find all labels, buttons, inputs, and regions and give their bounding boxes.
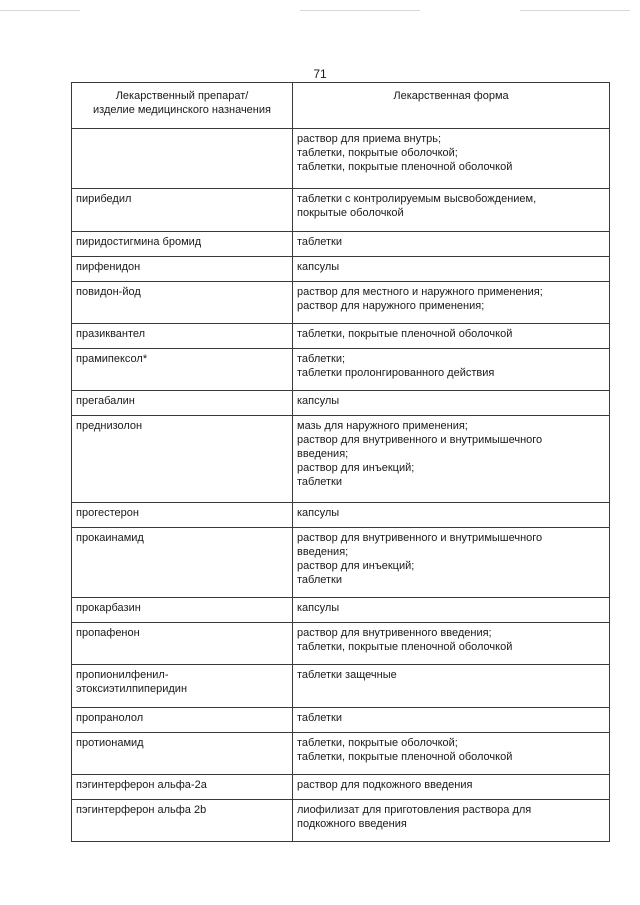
page-number: 71	[313, 67, 327, 81]
table-row	[72, 708, 610, 733]
table-row	[72, 282, 610, 324]
drug-name-line: празиквантел	[76, 328, 146, 340]
dosage-form-line: раствор для внутривенного и внутримышечного	[297, 434, 543, 446]
table-row	[72, 503, 610, 528]
dosage-form-line: раствор для инъекций;	[297, 560, 415, 572]
drug-name-line: прамипексол*	[76, 353, 148, 365]
dosage-form-line: раствор для внутривенного и внутримышечного	[297, 532, 543, 544]
table-row	[72, 598, 610, 623]
dosage-form-line: таблетки	[297, 476, 343, 488]
dosage-form-cell	[293, 282, 610, 324]
dosage-form-line: капсулы	[297, 261, 340, 273]
dosage-form-cell	[293, 189, 610, 232]
table-row	[72, 349, 610, 391]
dosage-form-line: раствор для внутривенного введения;	[297, 627, 492, 639]
table-row	[72, 391, 610, 416]
drug-name-cell	[72, 391, 293, 416]
drug-name-cell	[72, 623, 293, 665]
drug-name-line: пэгинтерферон альфа 2b	[76, 804, 207, 816]
dosage-form-line: таблетки, покрытые пленочной оболочкой	[297, 161, 513, 173]
table-row	[72, 129, 610, 189]
dosage-form-line: таблетки с контролируемым высвобождением,	[297, 193, 537, 205]
scan-top-edge	[0, 10, 640, 16]
dosage-form-line: таблетки, покрытые пленочной оболочкой	[297, 751, 513, 763]
dosage-form-cell	[293, 129, 610, 189]
drug-name-cell	[72, 349, 293, 391]
drug-forms-table	[71, 82, 610, 842]
dosage-form-line: таблетки пролонгированного действия	[297, 367, 495, 379]
drug-name-line: пропафенон	[76, 627, 140, 639]
drug-name-line: этоксиэтилпиперидин	[76, 683, 188, 695]
drug-name-line: прокаинамид	[76, 532, 144, 544]
dosage-form-cell	[293, 623, 610, 665]
drug-name-cell	[72, 708, 293, 733]
drug-name-line: повидон-йод	[76, 286, 141, 298]
table-row	[72, 733, 610, 775]
dosage-form-cell	[293, 598, 610, 623]
drug-name-line: прегабалин	[76, 395, 135, 407]
header-drug: Лекарственный препарат/ изделие медицинского назначения	[72, 83, 293, 129]
dosage-form-line: капсулы	[297, 507, 340, 519]
drug-name-cell	[72, 282, 293, 324]
drug-name-cell	[72, 528, 293, 598]
drug-name-line: пэгинтерферон альфа-2а	[76, 779, 207, 791]
dosage-form-line: раствор для подкожного введения	[297, 779, 473, 791]
drug-name-cell	[72, 257, 293, 282]
dosage-form-line: раствор для приема внутрь;	[297, 133, 442, 145]
table-row	[72, 189, 610, 232]
header-form: Лекарственная форма	[293, 83, 610, 129]
dosage-form-line: таблетки	[297, 712, 343, 724]
table-row	[72, 324, 610, 349]
dosage-form-cell	[293, 416, 610, 503]
drug-name-line: пирфенидон	[76, 261, 141, 273]
table-row	[72, 665, 610, 708]
drug-name-cell	[72, 665, 293, 708]
drug-name-line: пропранолол	[76, 712, 144, 724]
dosage-form-line: капсулы	[297, 602, 340, 614]
dosage-form-cell	[293, 665, 610, 708]
dosage-form-line: введения;	[297, 546, 349, 558]
dosage-form-line: таблетки, покрытые оболочкой;	[297, 147, 458, 159]
dosage-form-line: таблетки	[297, 236, 343, 248]
dosage-form-line: раствор для инъекций;	[297, 462, 415, 474]
dosage-form-cell	[293, 708, 610, 733]
drug-name-line: протионамид	[76, 737, 144, 749]
table-row	[72, 775, 610, 800]
dosage-form-cell	[293, 324, 610, 349]
dosage-form-line: таблетки, покрытые оболочкой;	[297, 737, 458, 749]
drug-name-cell	[72, 189, 293, 232]
drug-name-cell	[72, 800, 293, 842]
dosage-form-line: мазь для наружного применения;	[297, 420, 468, 432]
dosage-form-line: таблетки, покрытые пленочной оболочкой	[297, 328, 513, 340]
table-row	[72, 623, 610, 665]
dosage-form-line: лиофилизат для приготовления раствора для	[297, 804, 532, 816]
table-header-row	[72, 83, 610, 129]
table-row	[72, 528, 610, 598]
dosage-form-line: покрытые оболочкой	[297, 207, 404, 219]
drug-name-cell	[72, 775, 293, 800]
dosage-form-cell	[293, 733, 610, 775]
drug-name-cell	[72, 129, 293, 189]
table-row	[72, 232, 610, 257]
drug-name-line: пропионилфенил-	[76, 669, 169, 681]
dosage-form-cell	[293, 528, 610, 598]
drug-name-line: пиридостигмина бромид	[76, 236, 202, 248]
dosage-form-line: введения;	[297, 448, 349, 460]
dosage-form-cell	[293, 257, 610, 282]
drug-name-cell	[72, 232, 293, 257]
dosage-form-line: раствор для местного и наружного применения;	[297, 286, 543, 298]
dosage-form-cell	[293, 232, 610, 257]
table-row	[72, 416, 610, 503]
drug-name-cell	[72, 598, 293, 623]
drug-name-line: преднизолон	[76, 420, 143, 432]
dosage-form-line: таблетки	[297, 574, 343, 586]
dosage-form-line: таблетки, покрытые пленочной оболочкой	[297, 641, 513, 653]
dosage-form-line: таблетки;	[297, 353, 346, 365]
dosage-form-cell	[293, 775, 610, 800]
drug-name-line: пирибедил	[76, 193, 132, 205]
dosage-form-cell	[293, 503, 610, 528]
table-row	[72, 257, 610, 282]
drug-name-cell	[72, 503, 293, 528]
drug-name-line: прокарбазин	[76, 602, 141, 614]
dosage-form-cell	[293, 349, 610, 391]
dosage-form-cell	[293, 800, 610, 842]
dosage-form-line: таблетки защечные	[297, 669, 397, 681]
drug-name-line: прогестерон	[76, 507, 139, 519]
dosage-form-line: капсулы	[297, 395, 340, 407]
drug-name-cell	[72, 733, 293, 775]
dosage-form-line: подкожного введения	[297, 818, 407, 830]
drug-name-cell	[72, 324, 293, 349]
dosage-form-cell	[293, 391, 610, 416]
drug-name-cell	[72, 416, 293, 503]
table-row	[72, 800, 610, 842]
dosage-form-line: раствор для наружного применения;	[297, 300, 485, 312]
